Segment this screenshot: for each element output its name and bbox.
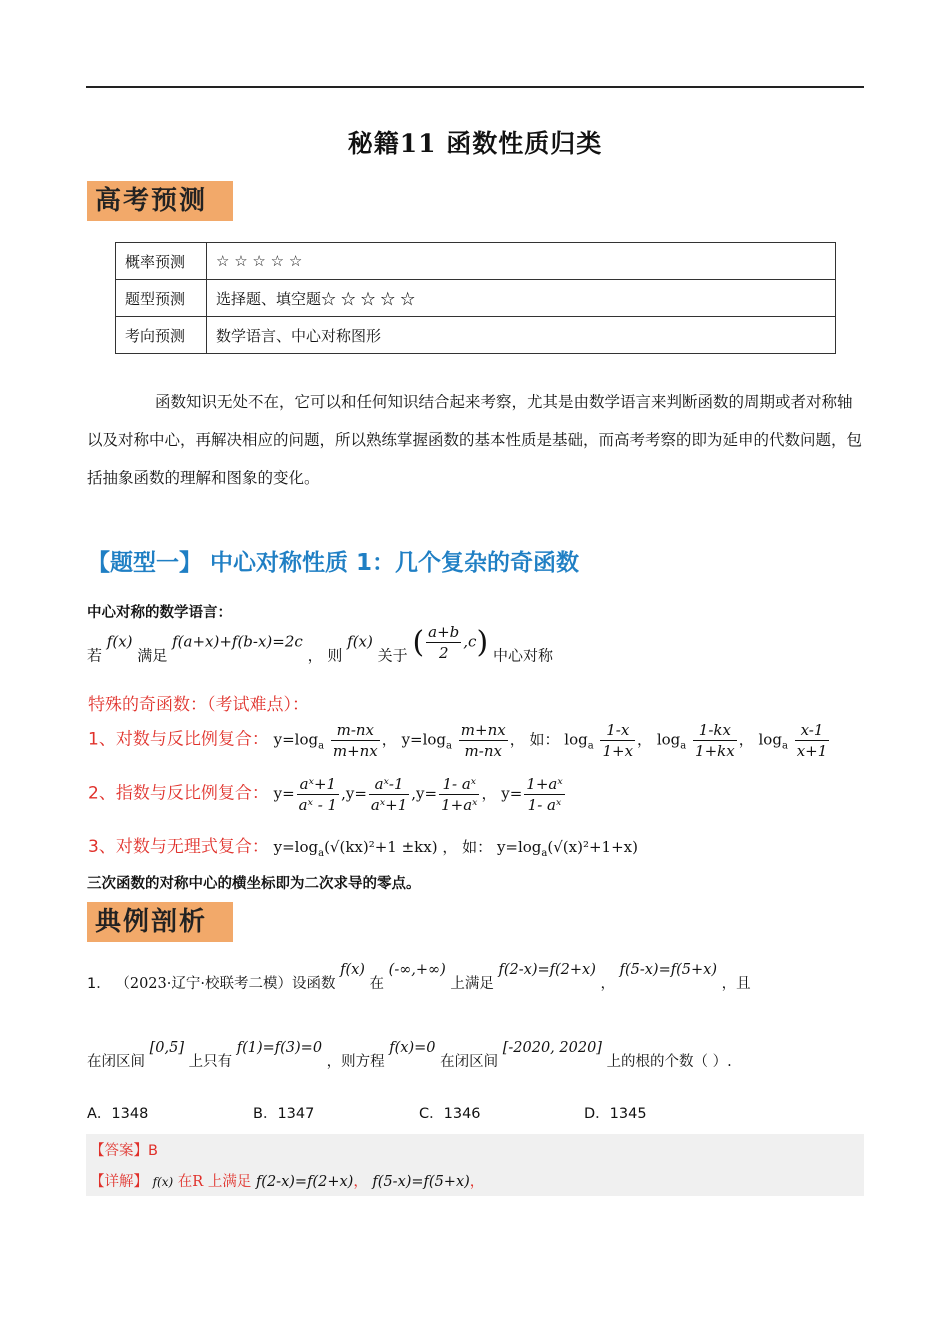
question-roots: f(1)=f(3)=0 bbox=[236, 1040, 323, 1056]
item3-label: 3、对数与无理式复合： bbox=[88, 837, 269, 857]
item1-log-2: log bbox=[656, 730, 681, 749]
question-1-line-2 bbox=[87, 1040, 732, 1071]
question-cond-1: f(2-x)=f(2+x) bbox=[498, 962, 596, 978]
question-line2-d: 在闭区间 bbox=[440, 1054, 499, 1070]
symmetry-ze: ， 则 bbox=[307, 646, 343, 665]
detail-label: 【详解】 bbox=[90, 1174, 148, 1190]
item1-sep-2: ， bbox=[637, 730, 653, 749]
symmetry-center-c: ,c bbox=[463, 632, 477, 651]
detail-comma: ， bbox=[353, 1174, 368, 1190]
item2-fraction-3: $\frac{\text{1- aˣ}}{\text{1+aˣ}}$ bbox=[441, 775, 478, 814]
table-cell-key: 考向预测 bbox=[116, 317, 207, 354]
forecast-table bbox=[115, 242, 836, 354]
item2-fraction-4: $\frac{\text{1+aˣ}}{\text{1- aˣ}}$ bbox=[526, 775, 563, 814]
detail-line bbox=[90, 1170, 484, 1191]
item1-base-3: a bbox=[587, 740, 594, 752]
question-interval: (-∞,+∞) bbox=[388, 962, 446, 978]
detail-text: 在R 上满足 bbox=[177, 1174, 252, 1190]
item1-base-4: a bbox=[680, 740, 687, 752]
question-number: 1． bbox=[87, 976, 111, 992]
page-title: 秘籍11 函数性质归类 bbox=[347, 129, 603, 158]
detail-fx: f(x) bbox=[152, 1175, 174, 1189]
question-line2-a: 在闭区间 bbox=[87, 1054, 145, 1070]
item3-expr1: y=log bbox=[273, 838, 319, 856]
item1-ru: ， 如： bbox=[509, 730, 560, 749]
question-1-line-1 bbox=[87, 962, 751, 993]
table-cell-value: 选择题、填空题☆ ☆ ☆ ☆ ☆ bbox=[207, 280, 836, 317]
question-source: （2023·辽宁·校联考二模）设函数 bbox=[115, 976, 336, 992]
header-rule bbox=[86, 86, 864, 88]
option-c[interactable]: C．1346 bbox=[419, 1106, 481, 1122]
symmetry-fx: f(x) bbox=[106, 632, 133, 651]
option-a[interactable]: A．1348 bbox=[87, 1106, 149, 1122]
item2-comma-2: ,y= bbox=[411, 784, 438, 803]
section-title: 【题型一】 中心对称性质 1：几个复杂的奇函数 bbox=[87, 550, 580, 576]
question-interval-05: [0,5] bbox=[149, 1040, 184, 1056]
question-qie: ，且 bbox=[721, 976, 751, 992]
item1-example-2: $\frac{1-kx}{1+kx}$ bbox=[695, 721, 735, 760]
item1-example-1: $\frac{1-x}{1+x}$ bbox=[602, 721, 634, 760]
table-row bbox=[116, 243, 836, 280]
item2-y: y= bbox=[273, 784, 295, 803]
answer-line bbox=[90, 1139, 158, 1160]
item1-y2-pre: y=log bbox=[401, 730, 447, 749]
item3-expr1-body: (√(kx)²+1 ±kx) bbox=[324, 838, 438, 856]
question-zai: 在 bbox=[369, 976, 385, 992]
item2-fraction-1: $\frac{\text{aˣ+1}}{\text{aˣ - 1}}$ bbox=[298, 775, 338, 814]
item1-y1-pre: y=log bbox=[273, 730, 319, 749]
item1-base-2: a bbox=[446, 740, 453, 752]
symmetry-zhongxin: 中心对称 bbox=[492, 646, 553, 665]
question-equation: f(x)=0 bbox=[389, 1040, 436, 1056]
detail-end: ， bbox=[469, 1174, 485, 1190]
item2-label: 2、指数与反比例复合： bbox=[88, 783, 269, 804]
question-cond-2: f(5-x)=f(5+x) bbox=[619, 962, 717, 978]
item1-row bbox=[88, 720, 831, 761]
item3-expr2-body: (√(x)²+1+x) bbox=[547, 838, 638, 856]
question-line2-e: 上的根的个数（ ）. bbox=[606, 1054, 732, 1070]
item1-base-5: a bbox=[781, 740, 788, 752]
option-d[interactable]: D．1345 bbox=[584, 1106, 647, 1122]
detail-cond-2: f(5-x)=f(5+x) bbox=[372, 1174, 470, 1190]
symmetry-guanyu: 关于 bbox=[377, 646, 408, 665]
question-fx: f(x) bbox=[340, 962, 365, 978]
question-comma: ， bbox=[600, 976, 615, 992]
table-cell-key: 题型预测 bbox=[116, 280, 207, 317]
question-shang-manzu: 上满足 bbox=[450, 976, 494, 992]
item2-row bbox=[88, 774, 567, 815]
item3-base-1: a bbox=[318, 848, 325, 859]
symmetry-statement: 若 f(x) 满足 f(a+x)+f(b-x)=2c ， 则 f(x) 关于 ( $\frac{a+b}{2}$ ,c) 中心对称 bbox=[87, 623, 553, 665]
item1-log-1: log bbox=[564, 730, 588, 749]
option-b[interactable]: B．1347 bbox=[253, 1106, 315, 1122]
item1-log-3: log bbox=[758, 730, 782, 749]
question-line2-c: ，则方程 bbox=[326, 1054, 385, 1070]
table-cell-value: ☆ ☆ ☆ ☆ ☆ bbox=[207, 243, 836, 280]
item1-fraction-1: $\frac{m-nx}{m+nx}$ bbox=[332, 721, 378, 760]
item2-comma-3: ， y= bbox=[481, 784, 523, 803]
cubic-note: 三次函数的对称中心的横坐标即为二次求导的零点。 bbox=[87, 876, 421, 892]
item1-label: 1、对数与反比例复合： bbox=[88, 729, 269, 750]
special-heading: 特殊的奇函数：（考试难点）： bbox=[88, 695, 309, 715]
item2-comma-1: ,y= bbox=[341, 784, 367, 803]
symmetry-manzu: 满足 bbox=[137, 646, 168, 665]
symmetry-center-fraction: $\frac{a+b}{2}$ bbox=[428, 623, 460, 662]
item1-sep: ， bbox=[381, 730, 397, 749]
item1-example-3: $\frac{x-1}{x+1}$ bbox=[796, 721, 828, 760]
answer-label: 【答案】 bbox=[90, 1143, 148, 1159]
math-language-label: 中心对称的数学语言： bbox=[87, 605, 232, 621]
item1-sep-3: ， bbox=[738, 730, 754, 749]
detail-cond-1: f(2-x)=f(2+x) bbox=[255, 1174, 354, 1190]
symmetry-fx-2: f(x) bbox=[347, 632, 373, 651]
item3-ru: ， 如： bbox=[442, 838, 493, 856]
item1-base: a bbox=[318, 740, 325, 752]
item3-expr2: y=log bbox=[496, 838, 542, 856]
intro-paragraph: 函数知识无处不在，它可以和任何知识结合起来考察，尤其是由数学语言来判断函数的周期或者对称轴以及对称中心，再解决相应的问题，所以熟练掌握函数的基本性质是基础，而高考考察的即为延申的代数问题，包括抽象函数的理解和图象的变化。 bbox=[87, 393, 863, 487]
table-row bbox=[116, 317, 836, 354]
item1-fraction-2: $\frac{m+nx}{m-nx}$ bbox=[460, 721, 506, 760]
table-row bbox=[116, 280, 836, 317]
table-cell-key: 概率预测 bbox=[116, 243, 207, 280]
symmetry-ruo: 若 bbox=[87, 646, 103, 665]
question-interval-2020: [-2020, 2020] bbox=[502, 1040, 602, 1056]
symmetry-condition: f(a+x)+f(b-x)=2c bbox=[172, 632, 303, 651]
item3-base-2: a bbox=[541, 848, 548, 859]
item2-fraction-2: $\frac{\text{aˣ-1}}{\text{aˣ+1}}$ bbox=[370, 775, 408, 814]
question-line2-b: 上只有 bbox=[188, 1054, 233, 1070]
examples-banner: 典例剖析 bbox=[87, 902, 233, 942]
table-cell-value: 数学语言、中心对称图形 bbox=[207, 317, 836, 354]
item3-row bbox=[88, 832, 638, 859]
forecast-banner: 高考预测 bbox=[87, 181, 233, 221]
answer-value: B bbox=[148, 1143, 158, 1159]
